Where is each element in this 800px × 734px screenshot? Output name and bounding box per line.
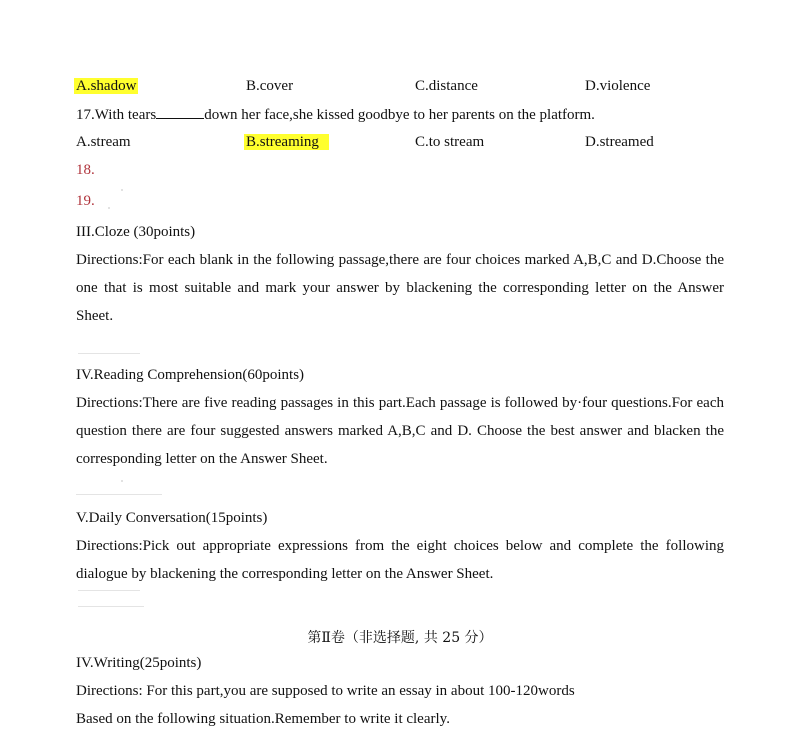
q17-stem bbox=[76, 104, 595, 125]
q16-option-d: D.violence bbox=[585, 78, 651, 94]
q16-option-c: C.distance bbox=[415, 78, 478, 94]
q16-option-a: A.shadow bbox=[76, 78, 137, 94]
writing-directions-line1: Directions: For this part,you are supposed to write an essay in about 100-120words bbox=[76, 683, 575, 699]
scan-speck bbox=[108, 207, 110, 209]
q18-number: 18. bbox=[76, 162, 95, 178]
q17-stem-before: 17.With tears bbox=[76, 107, 157, 123]
q17-option-a: A.stream bbox=[76, 134, 131, 150]
reading-directions: Directions:There are five reading passages in this part.Each passage is followed by·four questions.For each question there are four suggested answers marked A,B,C and D. Choose the best answer and blacken the corresponding letter on the Answer Sheet. bbox=[76, 395, 724, 467]
q17-stem-after: down her face,she kissed goodbye to her parents on the platform. bbox=[204, 107, 595, 123]
scan-speck bbox=[121, 480, 123, 482]
reading-heading: IV.Reading Comprehension(60points) bbox=[76, 367, 305, 383]
q17-option-d: D.streamed bbox=[585, 134, 654, 150]
scan-smudge bbox=[78, 353, 140, 354]
q19-number: 19. bbox=[76, 193, 95, 209]
cloze-directions: Directions:For each blank in the following passage,there are four choices marked A,B,C and D.Choose the one that is most suitable and mark your answer by blackening the corresponding letter on the Answer Sheet. bbox=[76, 252, 724, 324]
conversation-heading: V.Daily Conversation(15points) bbox=[76, 510, 268, 526]
conversation-directions: Directions:Pick out appropriate expressions from the eight choices below and complete the following dialogue by blackening the corresponding letter on the Answer Sheet. bbox=[76, 538, 724, 582]
scan-speck bbox=[121, 189, 123, 191]
q17-option-b: B.streaming bbox=[246, 132, 329, 152]
part2-title: 第Ⅱ卷（非选择题, 共 25 分） bbox=[307, 630, 493, 646]
scan-smudge bbox=[78, 590, 140, 591]
scan-smudge bbox=[76, 494, 162, 495]
writing-directions-line2: Based on the following situation.Remember to write it clearly. bbox=[76, 711, 450, 727]
q17-blank bbox=[156, 104, 204, 119]
q16-option-b: B.cover bbox=[246, 78, 294, 94]
q17-option-c: C.to stream bbox=[415, 134, 485, 150]
scan-smudge bbox=[78, 606, 144, 607]
cloze-heading: III.Cloze (30points) bbox=[76, 224, 196, 240]
writing-heading: IV.Writing(25points) bbox=[76, 655, 202, 671]
